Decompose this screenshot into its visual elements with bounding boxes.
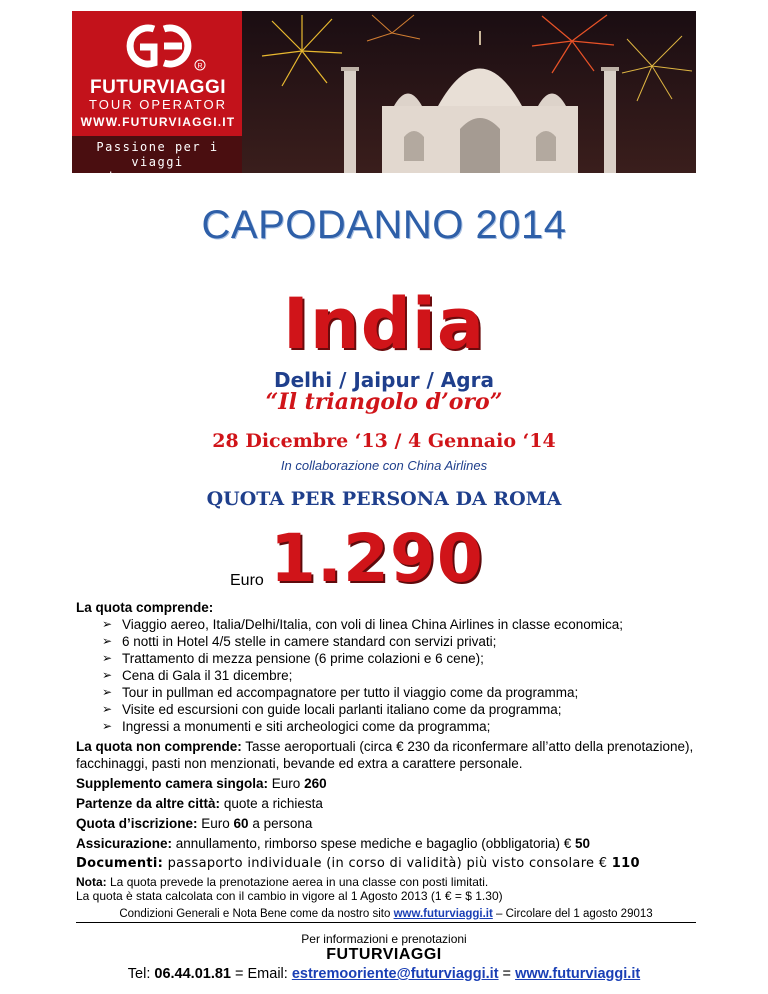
conditions-line — [76, 908, 696, 923]
list-item — [102, 667, 696, 684]
excludes-paragraph — [76, 738, 696, 772]
arrow-bullet-icon: ➢ — [102, 634, 113, 648]
insurance-text: annullamento, rimborso spese mediche e bagaglio (obbligatoria) € — [172, 836, 576, 851]
arrow-bullet-icon: ➢ — [102, 668, 113, 682]
separator: = — [498, 966, 516, 982]
footer-brand: FUTURVIAGGI — [326, 946, 442, 963]
registration-value: 60 — [233, 816, 249, 831]
note-block — [76, 875, 696, 903]
documents-text: passaporto individuale (in corso di validità) più visto consolare € — [163, 856, 612, 871]
note-label: Nota: — [76, 875, 107, 889]
list-item-text: Cena di Gala il 31 dicembre; — [122, 668, 293, 683]
documents-label: Documenti: — [76, 856, 164, 871]
supplement-line — [76, 775, 696, 792]
info-label: Per informazioni e prenotazioni — [301, 932, 467, 946]
list-item — [102, 718, 696, 735]
website-link[interactable]: www.futurviaggi.it — [515, 966, 641, 982]
contact-line — [0, 966, 768, 982]
brand-subtitle: TOUR OPERATOR — [89, 97, 227, 112]
brand-url: WWW.FUTURVIAGGI.IT — [80, 115, 236, 129]
conditions-text: Condizioni Generali e Nota Bene come da nostro sito — [119, 908, 394, 920]
list-item — [102, 650, 696, 667]
note-line-2: La quota è stata calcolata con il cambio in vigore al 1 Agosto 2013 (1 € = $ 1.30) — [76, 889, 503, 903]
list-item — [102, 701, 696, 718]
supplement-text: Euro — [268, 776, 305, 791]
insurance-value: 50 — [575, 836, 591, 851]
taj-mahal-fireworks-photo — [242, 11, 696, 173]
tel-label: Tel: — [127, 966, 155, 982]
includes-list — [102, 616, 696, 735]
travel-dates: 28 Dicembre ‘13 / 4 Gennaio ‘14 — [212, 430, 556, 452]
list-item-text: Ingressi a monumenti e siti archeologici come da programma; — [122, 719, 491, 734]
phone-number: 06.44.01.81 — [154, 966, 231, 982]
email-label: = Email: — [230, 966, 292, 982]
cities-subtitle: Delhi / Jaipur / Agra — [274, 368, 494, 392]
registration-text: Euro — [197, 816, 234, 831]
conditions-suffix: – Circolare del 1 agosto 29013 — [492, 908, 653, 920]
excludes-text: Tasse aeroportuali (circa € 230 da riconfermare all’atto della prenotazione), facchinaggi, pasti non menzionati, bevande ed extra a carattere personale. — [76, 739, 694, 771]
arrow-bullet-icon: ➢ — [102, 702, 113, 716]
details-section — [76, 599, 696, 903]
email-link[interactable]: estremooriente@futurviaggi.it — [291, 966, 499, 982]
departures-line — [76, 795, 696, 812]
registration-line — [76, 815, 696, 832]
list-item-text: Viaggio aereo, Italia/Delhi/Italia, con voli di linea China Airlines in classe economica; — [122, 617, 624, 632]
arrow-bullet-icon: ➢ — [102, 719, 113, 733]
tagline-line-2: da sempre... — [105, 170, 210, 184]
note-text: La quota prevede la prenotazione aerea in una classe con posti limitati. — [106, 875, 489, 889]
quota-heading: QUOTA PER PERSONA DA ROMA — [206, 488, 562, 510]
list-item-text: Trattamento di mezza pensione (6 prime colazioni e 6 cene); — [122, 651, 484, 666]
price-currency: Euro — [230, 572, 264, 589]
list-item-text: Visite ed escursioni con guide locali parlanti italiano come da programma; — [122, 702, 562, 717]
price-amount: 1.290 — [270, 520, 484, 597]
arrow-bullet-icon: ➢ — [102, 651, 113, 665]
documents-line — [76, 855, 696, 872]
list-item — [102, 616, 696, 633]
registration-suffix: a persona — [248, 816, 313, 831]
departures-text: quote a richiesta — [220, 796, 323, 811]
supplement-value: 260 — [304, 776, 327, 791]
arrow-bullet-icon: ➢ — [102, 685, 113, 699]
motto: “Il triangolo d’oro” — [265, 389, 503, 415]
brand-name: FUTURVIAGGI — [89, 77, 227, 98]
tagline — [80, 140, 235, 185]
arrow-bullet-icon: ➢ — [102, 617, 113, 631]
header-banner — [72, 11, 696, 184]
list-item-text: Tour in pullman ed accompagnatore per tutto il viaggio come da programma; — [122, 685, 579, 700]
collaboration-note: In collaborazione con China Airlines — [280, 458, 488, 473]
documents-value: 110 — [611, 856, 640, 871]
page-title: CAPODANNO 2014 — [201, 203, 567, 247]
tagline-block — [72, 136, 242, 184]
departures-label: Partenze da altre città: — [76, 796, 221, 811]
note-line-1 — [76, 875, 696, 889]
list-item — [102, 633, 696, 650]
conditions-website-link[interactable]: www.futurviaggi.it — [393, 908, 493, 920]
tagline-line-1: Passione per i viaggi — [96, 140, 219, 169]
insurance-line — [76, 835, 696, 852]
destination-title: India — [282, 283, 486, 365]
includes-heading: La quota comprende: — [76, 600, 214, 615]
futurviaggi-logo-icon — [104, 17, 214, 75]
list-item-text: 6 notti in Hotel 4/5 stelle in camere standard con servizi privati; — [122, 634, 497, 649]
excludes-label: La quota non comprende: — [76, 739, 242, 754]
registration-label: Quota d’iscrizione: — [76, 816, 198, 831]
insurance-label: Assicurazione: — [76, 836, 173, 851]
list-item — [102, 684, 696, 701]
svg-text:R: R — [197, 63, 203, 70]
logo-block — [72, 11, 242, 136]
supplement-label: Supplemento camera singola: — [76, 776, 269, 791]
